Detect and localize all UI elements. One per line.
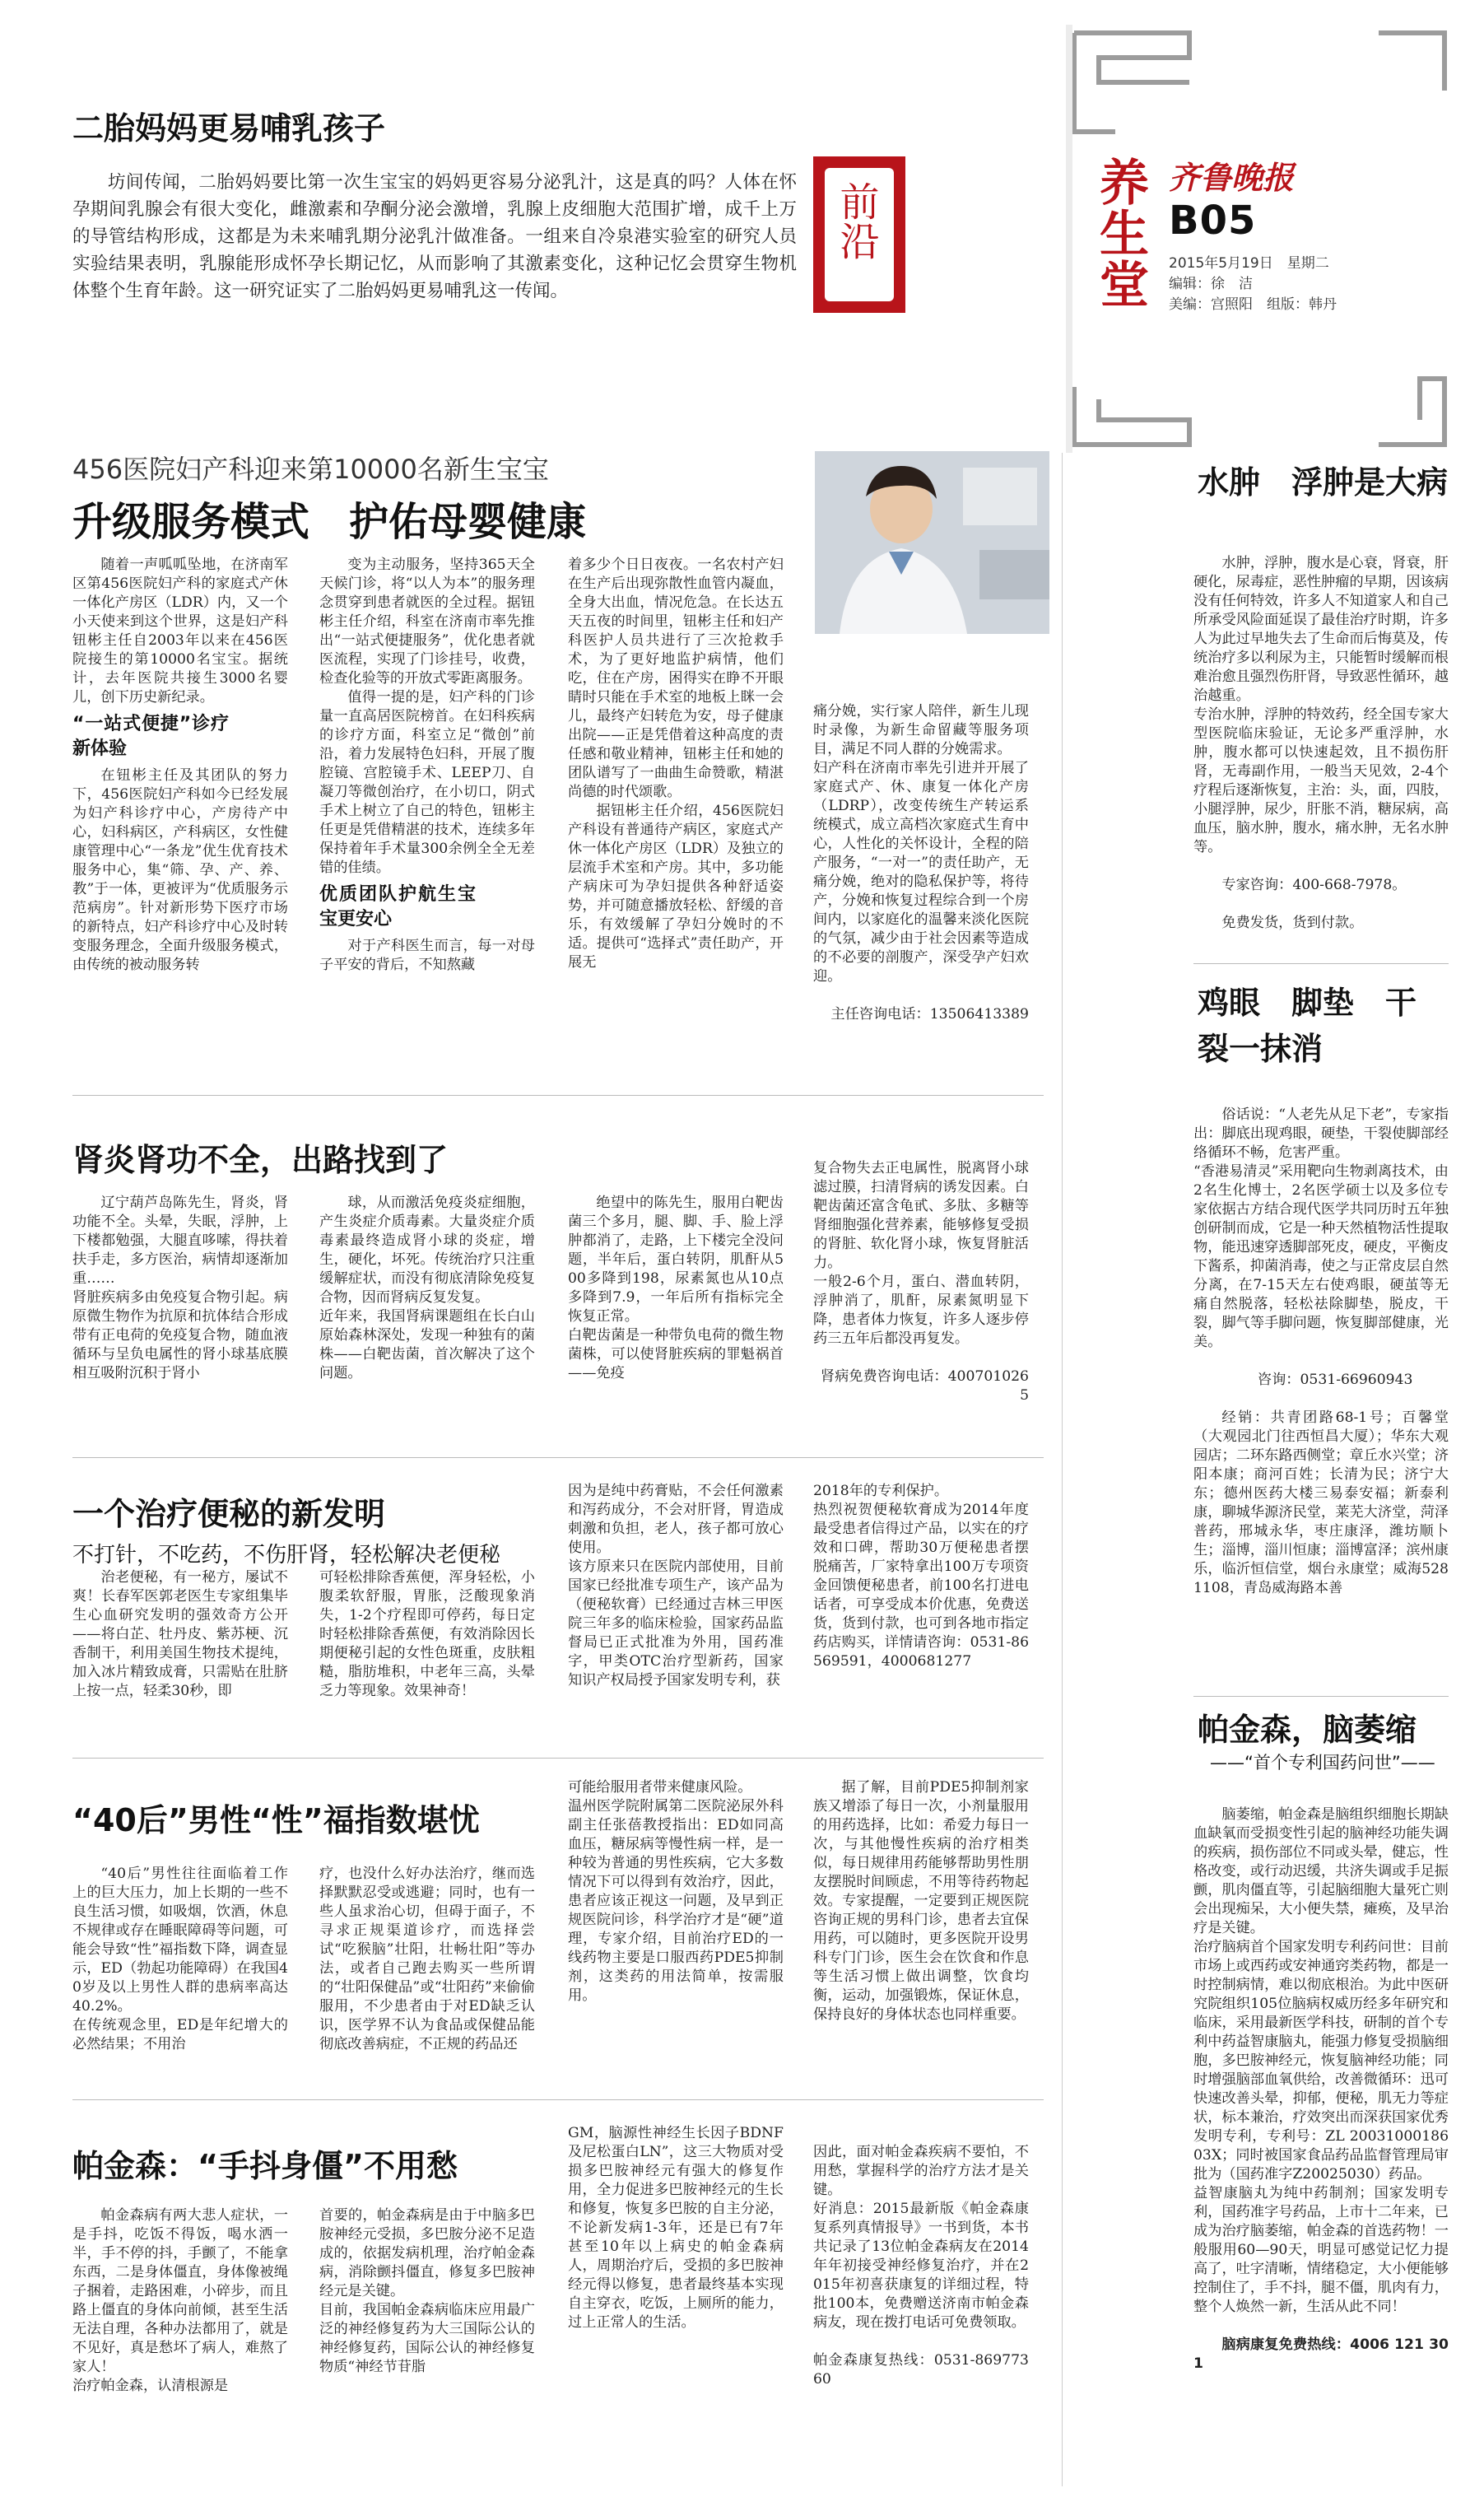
article5-col4: 据了解，目前PDE5抑制剂家族又增添了每日一次，小剂量服用的用药选择，比如：希爱力每日一次，与其他慢性疾病的治疗相类似，每日规律用药能够帮助男性朋友摆脱时间顾虑，不用等待药物起效。专家提醒，一定要到正规医院咨询正规的男科门诊，患者去宜保用药，可以随时，更多医院开设男科专门门诊，医生会在饮食和作息等生活习惯上做出调整，饮食均衡，运动，加强锻炼，保证休息，保持良好的身体状态也同样重要。 — [813, 1779, 1029, 2023]
art-editor-credit: 美编：宫照阳 组版：韩丹 — [1169, 296, 1337, 313]
article3-col4-para: 复合物失去正电属性，脱离肾小球滤过膜，扫清肾病的诱发因素。白靶齿菌还富含龟甙、多肽、多糖等肾细胞强化营养素，能够修复受损的肾脏、软化肾小球，恢复肾脏活力。 一般2-6个月，蛋白、潜血转阴，浮肿消了，肌酐，尿素氮明显下降，患者体力恢复，许多人逐步停药三五年后都没再复发。 — [813, 1160, 1029, 1347]
article2-title: 升级服务模式 护佑母婴健康 — [72, 499, 587, 545]
article2-col2-para: 变为主动服务，坚持365天全天候门诊，将“以人为本”的服务理念贯穿到患者就医的全过程。据钮彬主任介绍，科室在济南市率先推出“一站式便捷服务”，优化患者就医流程，实现了门诊挂号，收费，检查化验等的开放式零距离服务。 — [319, 557, 535, 687]
article4-title: 一个治疗便秘的新发明 — [72, 1496, 386, 1532]
page-code: B05 — [1169, 198, 1257, 244]
article2-col1-para: 随着一声呱呱坠地，在济南军区第456医院妇产科的家庭式产休一体化产房区（LDR）内，又一个小天使来到这个世界，这是妇产科钮彬主任自2003年以来在456医院接生的第10000名宝宝。据统计，去年医院共接生3000名婴儿，创下历史新纪录。 — [72, 557, 288, 706]
right1-body — [1193, 535, 1449, 952]
divider — [72, 1457, 1044, 1458]
frontier-badge — [813, 156, 905, 313]
right2-phone: 咨询：0531-66960943 — [1257, 1372, 1413, 1388]
article2-subheading-2: 优质团队护航生宝宝更安心 — [319, 884, 476, 929]
right3-subtitle: ——“首个专利国药问世”—— — [1210, 1753, 1435, 1773]
article2-col2 — [319, 556, 535, 975]
article4-col4: 2018年的专利保护。 热烈祝贺便秘软膏成为2014年度最受患者信得过产品，以实在的疗效和口碑，帮助30万便秘患者摆脱痛苦，厂家特拿出100万专项资金回馈便秘患者，前100名打进电话者，可享受成本价优惠，免费送货，货到付款，也可到各地市指定药店购买，详情请咨询：0531-86569591，4000681277 — [813, 1483, 1029, 1670]
article2-col3 — [568, 556, 784, 972]
issue-date: 2015年5月19日 星期二 — [1169, 255, 1329, 272]
article2-col1-para2: 在钮彬主任及其团队的努力下，456医院妇产科如今已经发展为妇产科诊疗中心，产房待产中心，妇科病区，产科病区，女性健康管理中心“一条龙”优生优育技术服务中心，集“筛、孕、产、养、教”于一体，更被评为“优质服务示范病房”。针对新形势下医疗市场的新特点，妇产科诊疗中心及时转变服务理念，全面升级服务模式，由传统的被动服务转 — [72, 767, 288, 973]
right3-text: 脑萎缩，帕金森是脑组织细胞长期缺血缺氧而受损变性引起的脑神经功能失调的疾病，损伤部位不同或头晕，健忘，性格改变，或行动迟缓，共济失调或手足振颤，肌肉僵直等，引起脑细胞大量死亡则会出现痴呆，大小便失禁，瘫痪，及早治疗是关键。 治疗脑病首个国家发明专利药问世：目前市场上或西药或安神通窍类药物，都是一时控制病情，难以彻底根治。为此中医研究院组织105位脑病权威历经多年研究和临床，采用最新医学科技，研制的首个专利中药益智康脑丸，能强力修复受损脑细胞，多巴胺神经元，恢复脑神经功能；同时增强脑部血氧供给，改善微循环：迅可快速改善头晕，抑郁，便秘，肌无力等症状，标本兼治，疗效突出而深获国家优秀发明专利，专利号：ZL 2003100018603X；同时被国家食品药品监督管理局审批为（国药准字Z20025030）药品。 益智康脑丸为纯中药制剂；国家发明专利，国药准字号药品，上市十二年来，已成为治疗脑萎缩，帕金森的首选药物！一般服用60—90天，明显可感觉记忆力提高了，吐字清晰，情绪稳定，大小便能够控制住了，手不抖，腿不僵，肌肉有力，整个人焕然一新，生活从此不同！ — [1193, 1806, 1449, 2315]
right1-note: 免费发货，货到付款。 — [1221, 915, 1364, 931]
divider — [1193, 1696, 1449, 1697]
article2-kicker: 456医院妇产科迎来第10000名新生宝宝 — [72, 454, 549, 485]
article6-col2: 首要的，帕金森病是由于中脑多巴胺神经元受损，多巴胺分泌不足造成的，依据发病机理，治疗帕金森病，消除颤抖僵直，修复多巴胺神经元是关键。 目前，我国帕金森病临床应用最广泛的神经修复药为大三国际公认的神经修复药，国际公认的神经修复物质“神经节苷脂 — [319, 2207, 535, 2375]
paper-name: 齐鲁晚报 — [1169, 159, 1295, 196]
right2-outlets: 经销：共青团路68-1号；百馨堂（大观园北门往西恒昌大厦）；华东大观园店；二环东路西侧堂；章丘水兴堂；济阳本康；商河百姓；长清为民；济宁大东；德州医药大楼三易泰安福；新泰利康，聊城华源济民堂，莱芜大济堂，菏泽普药，邢城永华，枣庄康泽，潍坊顺卜生；淄博，淄川恒康；淄博富泽；滨州康乐，临沂恒信堂，烟台永康堂；威海5281108，青岛威海路本善 — [1193, 1409, 1449, 1596]
article1-title: 二胎妈妈更易哺乳孩子 — [72, 110, 386, 147]
section-title: 养生堂 — [1091, 156, 1149, 310]
article2-col4 — [813, 683, 1029, 1043]
frontier-label: 前沿 — [833, 181, 879, 260]
right2-body — [1193, 1087, 1449, 1617]
article2-col2-para3: 对于产科医生而言，每一对母子平安的背后，不知熬藏 — [319, 938, 535, 973]
doctor-photo — [815, 451, 1049, 634]
right3-title: 帕金森，脑萎缩 — [1198, 1712, 1417, 1748]
article4-subtitle: 不打针，不吃药，不伤肝肾，轻松解决老便秘 — [72, 1543, 501, 1568]
divider — [72, 1758, 1044, 1759]
article6-col1: 帕金森病有两大悲人症状，一是手抖，吃饭不得饭，喝水洒一半，手不停的抖，手颤了，不能拿东西，二是身体僵直，身体像被绳子捆着，走路困难，小碎步，而且路上僵直的身体向前倾，甚至生活无法自理，各种办法都用了，就是不见好，真是愁坏了病人，难熬了家人！ 治疗帕金森，认清根源是 — [72, 2207, 288, 2394]
article6-col3: GM，脑源性神经生长因子BDNF及尼松蛋白LN”，这三大物质对受损多巴胺神经元有强大的修复作用，全力促进多巴胺神经元的生长和修复，恢复多巴胺的自主分泌，不论新发病1-3年，还是已有7年甚至10年以上病史的帕金森病人，周期治疗后，受损的多巴胺神经元得以修复，患者最终基本实现自主穿衣，吃饭，上厕所的能力，过上正常人的生活。 — [568, 2125, 784, 2331]
article4-col3: 因为是纯中药膏贴，不会任何激素和泻药成分，不会对肝肾，胃造成刺激和负担，老人，孩子都可放心使用。 该方原来只在医院内部使用，目前国家已经批准专项生产，该产品为（便秘软膏）已经通过吉林三甲医院三年多的临床检验，国家药品监督局已正式批准为外用，国药准字，甲类OTC治疗型新药，国家知识产权局授予国家发明专利，获 — [568, 1483, 784, 1689]
article3-col3: 绝望中的陈先生，服用白靶齿菌三个多月，腿、脚、手、脸上浮肿都消了，走路，上下楼完全没问题，半年后，蛋白转阴，肌酐从500多降到198，尿素氮也从10点多降到7.9，一年后所有指标完全恢复正常。 白靶齿菌是一种带负电荷的微生物菌株，可以使肾脏疾病的罪魁祸首——免疫 — [568, 1195, 784, 1381]
article3-col1: 辽宁葫芦岛陈先生，肾炎，肾功能不全。头晕，失眠，浮肿，上下楼都勉强，大腿直哆嗦，得扶着扶手走，多方医治，病情却逐渐加重…… 肾脏疾病多由免疫复合物引起。病原微生物作为抗原和抗体结合形成带有正电荷的免疫复合物，随血液循环与呈负电属性的肾小球基底膜相互吸附沉积于肾小 — [72, 1195, 288, 1381]
article3-col4 — [813, 1140, 1029, 1424]
article5-title: “40后”男性“性”福指数堪忧 — [72, 1802, 480, 1838]
right1-text: 水肿，浮肿，腹水是心衰，肾衰，肝硬化，尿毒症，恶性肿瘤的早期，因该病没有任何特效，许多人不知道家人和自己所承受风险面延误了最佳治疗时期，许多人为此过早地失去了生命而后悔莫及，传统治疗多以利尿为主，只能暂时缓解而根难治愈且强烈伤肝肾，导致恶性循环，越治越重。 专治水肿，浮肿的特效药，经全国专家大型医院临床验证，无论多严重浮肿，水肿，腹水都可以快速起效，且不损伤肝肾，无毒副作用，一般当天见效，2-4个疗程后逐渐恢复，主治：头，面，四肢，小腿浮肿，尿少，肝胀不消，糖尿病，高血压，脑水肿，腹水，痛水肿，无名水肿等。 — [1193, 555, 1449, 855]
article1-body: 坊间传闻，二胎妈妈要比第一次生宝宝的妈妈更容易分泌乳汁，这是真的吗？人体在怀孕期间乳腺会有很大变化，雌激素和孕酮分泌会激增，乳腺上皮细胞大范围扩增，成千上万的导管结构形成，这都是为未来哺乳期分泌乳汁做准备。一组来自冷泉港实验室的研究人员实验结果表明，乳腺能形成怀孕长期记忆，从而影响了其激素变化，这种记忆会贯穿生物机体整个生育年龄。这一研究证实了二胎妈妈更易哺乳这一传闻。 — [72, 172, 797, 301]
article2-col3-para2: 据钮彬主任介绍，456医院妇产科设有普通待产病区，家庭式产休一体化产房区（LDR）及独立的层流手术室和产房。其中，多功能产病床可为孕妇提供各种舒适姿势，并可随意播放轻松、舒缓的音乐，有效缓解了孕妇分娩时的不适。提供可“选择式”责任助产，开展无 — [568, 803, 784, 971]
article4-col1: 治老便秘，有一秘方，屡试不爽！长春军医郭老医生专家组集毕生心血研究发明的强效奇方公开——将白芷、牡丹皮、紫苏梗、沉香制干，利用美国生物技术提纯，加入冰片精致成膏，只需贴在肚脐上按一点，轻柔30秒，即 — [72, 1569, 288, 1699]
article5-col3: 可能给服用者带来健康风险。 温州医学院附属第二医院泌尿外科副主任张蓓教授指出：ED如同高血压，糖尿病等慢性病一样，是一种较为普通的男性疾病，它大多数情况下可以得到有效治疗，因此，患者应该正视这一问题，及早到正规医院问诊，科学治疗才是“硬”道理，专家介绍，目前治疗ED的一线药物主要是口服西药PDE5抑制剂，这类药的用法简单，按需服用。 — [568, 1779, 784, 2004]
right1-phone: 专家咨询：400-668-7978。 — [1221, 877, 1407, 893]
article6-col4 — [813, 2124, 1029, 2408]
editor-credit: 编辑：徐 洁 — [1169, 276, 1253, 292]
article2-phone: 主任咨询电话：13506413389 — [830, 1006, 1029, 1023]
article3-phone: 肾病免费咨询电话：4007010265 — [820, 1368, 1029, 1404]
article2-subheading-1: “一站式便捷”诊疗新体验 — [72, 714, 229, 759]
article6-phone: 帕金森康复热线：0531-86977360 — [813, 2352, 1029, 2388]
article2-col4-para: 痛分娩，实行家人陪伴，新生儿现时录像，为新生命留藏等服务项目，满足不同人群的分娩需求。 妇产科在济南市率先引进并开展了家庭式产、休、康复一体化产房（LDRP），改变传统生产转运系统模式，成立高档次家庭式生育中心，人性化的关怀设计，全程的陪产服务，“一对一”的责任助产，无痛分娩，绝对的隐私保护等，将待产，分娩和恢复过程综合到一个房间内，以家庭化的温馨来淡化医院的气氛，减少由于社会因素等造成的不必要的剖腹产，深受孕产妇欢迎。 — [813, 703, 1029, 985]
article2-col2-para2: 值得一提的是，妇产科的门诊量一直高居医院榜首。在妇科疾病的诊疗方面，科室立足“微创”前沿，着力发展特色妇科，开展了腹腔镜、宫腔镜手术、LEEP刀、自凝刀等微创治疗，在小切口，阴式手术上树立了自己的特色，钮彬主任更是凭借精湛的技术，连续多年保持着年手术量300余例全全无差错的佳绩。 — [319, 689, 535, 876]
right-column-divider — [1062, 453, 1063, 2486]
article2-col1 — [72, 556, 288, 975]
right1-title: 水肿 浮肿是大病 — [1198, 464, 1449, 501]
divider — [1193, 963, 1449, 964]
article3-col2: 球，从而激活免疫炎症细胞，产生炎症介质毒素。大量炎症介质毒素最终造成肾小球的炎症，增生，硬化，坏死。传统治疗只注重缓解症状，而没有彻底清除免疫复合物，因而肾病反复发复。 近年来，我国肾病课题组在长白山原始森林深处，发现一种独有的菌株——白靶齿菌，首次解决了这个问题。 — [319, 1195, 535, 1381]
article6-col4-para: 因此，面对帕金森疾病不要怕，不用愁，掌握科学的治疗方法才是关键。 好消息：2015最新版《帕金森康复系列真情报导》一书到货，本书共记录了13位帕金森病友在2014年年初接受神经修复治疗，并在2015年初喜获康复的详细过程，特批100本，免费赠送济南市帕金森病友，现在拨打电话可免费领取。 — [813, 2144, 1029, 2331]
article4-col2: 可轻松排除香蕉便，浑身轻松，小腹柔软舒服，胃胀，泛酸现象消失，1-2个疗程即可停药，每日定时轻松排除香蕉便，有效消除因长期便秘引起的女性色斑重，皮肤粗糙，脂肪堆积，中老年三高，头晕乏力等现象。效果神奇！ — [319, 1569, 535, 1699]
right2-title: 鸡眼 脚垫 干裂一抹消 — [1198, 985, 1417, 1067]
article2-col3-para: 着多少个日日夜夜。一名农村产妇在生产后出现弥散性血管内凝血，全身大出血，情况危急。在长达五天五夜的时间里，钮彬主任和妇产科医护人员共进行了三次抢救手术，为了更好地监护病情，他们吃，住在产房，困得实在睁不开眼睛时只能在手术室的地板上眯一会儿，最终产妇转危为安，母子健康出院——正是凭借着这种高度的责任感和敬业精神，钮彬主任和她的团队谱写了一曲曲生命赞歌，精湛尚德的时代颂歌。 — [568, 557, 784, 800]
right3-body — [1193, 1787, 1449, 2392]
divider — [72, 2099, 1044, 2100]
article6-title: 帕金森：“手抖身僵”不用愁 — [72, 2148, 458, 2184]
right3-phone: 脑病康复免费热线：4006 121 301 — [1193, 2336, 1449, 2372]
article5-col1: “40后”男性往往面临着工作上的巨大压力，加上长期的一些不良生活习惯，如吸烟，饮酒，休息不规律或存在睡眠障碍等问题，可能会导致“性”福指数下降，调查显示，ED（勃起功能障碍）在我国40岁及以上男性人群的患病率高达40.2%。 在传统观念里，ED是年纪增大的必然结果；不用治 — [72, 1866, 288, 2052]
article5-col2: 疗，也没什么好办法治疗，继而选择默默忍受或逃避；同时，也有一些人虽求治心切，但碍于面子，不寻求正规渠道诊疗，而选择尝试“吃猴脑”壮阳，壮畅壮阳”等办法，或者自己跑去购买一些所谓的“壮阳保健品”或“壮阳药”来偷偷服用，不少患者由于对ED缺乏认识，医学界不认为食品或保健品能彻底改善病症，不正规的药品还 — [319, 1866, 535, 2052]
right2-text: 俗话说：“人老先从足下老”，专家指出：脚底出现鸡眼，硬垫，干裂使脚部经络循环不畅，危害严重。 “香港易清灵”采用靶向生物剥离技术，由2名生化博士，2名医学硕士以及多位专家依据古方结合现代医学共同历时五年独创研制而成，它是一种天然植物活性提取物，能迅速穿透脚部死皮，硬皮，平衡皮下酱系，抑菌消毒，使之与正常皮层自然分离，在7-15天左右使鸡眼，硬茧等无痛自然脱落，轻松祛除脚垫，脱皮，干裂，脚气等手脚问题，恢复脚部健康，光美。 — [1193, 1106, 1449, 1350]
article3-title: 肾炎肾功不全，出路找到了 — [72, 1142, 449, 1178]
divider — [72, 1095, 1044, 1096]
